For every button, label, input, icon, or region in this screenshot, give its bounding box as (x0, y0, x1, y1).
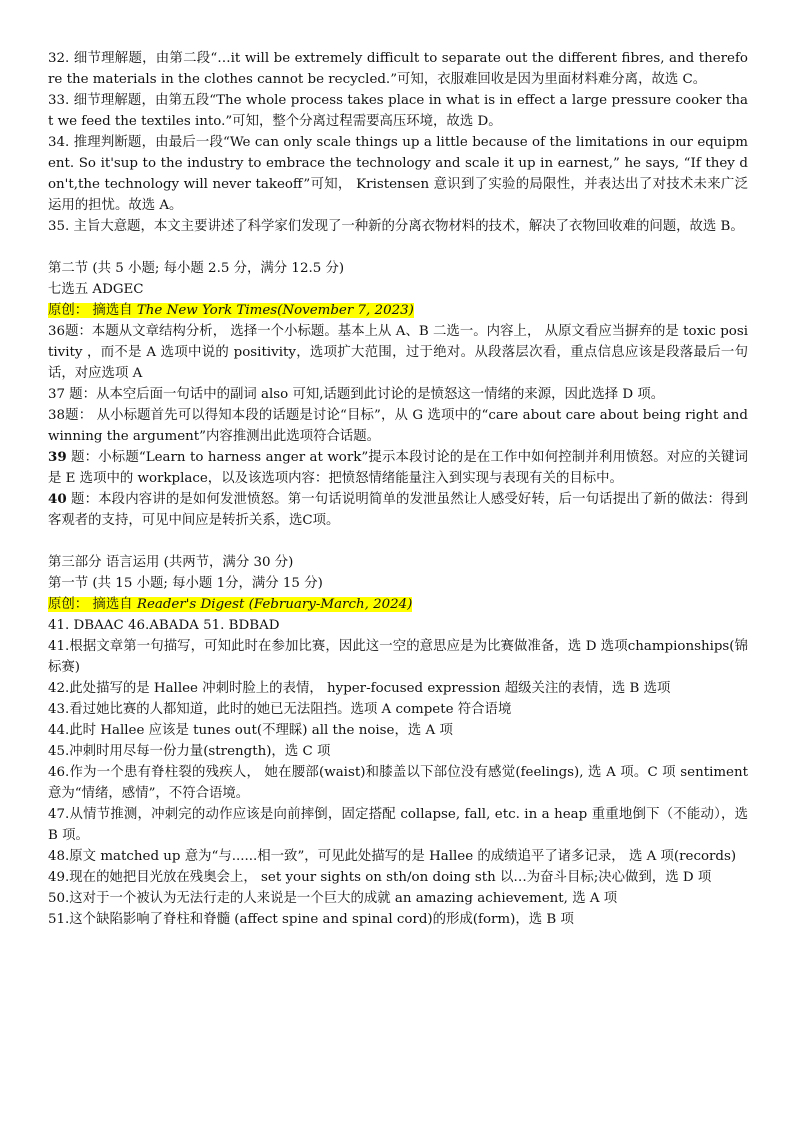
part3-title: 第三部分 语言运用 (共两节，满分 30 分) (48, 555, 294, 570)
explanation-38: 38题： 从小标题首先可以得知本段的话题是讨论“目标”，从 G 选项中的“care about care about being right and winning the argument”内容推测出此选项符合话题。 (48, 408, 748, 444)
section2-answers: 七选五 ADGEC (48, 282, 144, 297)
explanation-51: 51.这个缺陷影响了脊柱和脊髓 (affect spine and spinal cord)的形成(form)，选 B 项 (48, 912, 574, 927)
section2-source (48, 300, 748, 321)
explanation-42: 42.此处描写的是 Hallee 冲刺时脸上的表情， hyper-focused expression 超级关注的表情，选 B 选项 (48, 681, 671, 696)
source-label: 原创： 摘选自 (48, 597, 137, 612)
part3-source (48, 594, 748, 615)
source-label: 原创： 摘选自 (48, 303, 137, 318)
explanation-44: 44.此时 Hallee 应该是 tunes out(不理睬) all the noise，选 A 项 (48, 723, 453, 738)
question-number: 39 (48, 449, 67, 465)
spacer (48, 237, 748, 258)
source-title: Reader's Digest (February-March, 2024) (136, 597, 413, 612)
question-number: 40 (48, 491, 67, 507)
answer-32: 32. 细节理解题，由第二段“…it will be extremely difficult to separate out the different fibres, and therefore the materials in the clothes cannot be recycled.”可知，衣服难回收是因为里面材料难分离，故选 C。 (48, 51, 748, 87)
answer-key-page (48, 48, 748, 930)
answer-33: 33. 细节理解题，由第五段“The whole process takes place in what is in effect a large pressure cooker that we feed the textiles into.”可知，整个分离过程需要高压环境，故选 D。 (48, 93, 748, 129)
answer-34: 34. 推理判断题，由最后一段“We can only scale things up a little because of the limitations in our equipment. So it'sup to the industry to embrace the technology and scale it up in earnest,” he says, “If they don't,the technology will never takeoff”可知， Kristensen 意识到了实验的局限性，并表达出了对技术未来广泛运用的担忧。故选 A。 (48, 135, 748, 213)
spacer (48, 531, 748, 552)
explanation-41: 41.根据文章第一句描写，可知此时在参加比赛，因此这一空的意思应是为比赛做准备，选 D 选项championships(锦标赛) (48, 639, 748, 675)
part3-answers: 41. DBAAC 46.ABADA 51. BDBAD (48, 618, 280, 633)
part3-section1-title: 第一节 (共 15 小题; 每小题 1分，满分 15 分) (48, 576, 323, 591)
source-title: The New York Times(November 7, 2023) (136, 303, 414, 318)
explanation-46: 46.作为一个患有脊柱裂的残疾人， 她在腰部(waist)和膝盖以下部位没有感觉(feelings), 选 A 项。C 项 sentiment 意为“情绪，感情”，不符合语境。 (48, 765, 748, 801)
explanation-48: 48.原文 matched up 意为“与......相一致”，可见此处描写的是 Hallee 的成绩追平了诸多记录， 选 A 项(records) (48, 849, 737, 864)
explanation-39 (48, 447, 748, 489)
explanation-text: 题：小标题“Learn to harness anger at work”提示本段讨论的是在工作中如何控制并利用愤怒。对应的关键词是 E 选项中的 workplace，以及该选项内容：把愤怒情绪能量注入到实现与表现有关的目标中。 (48, 450, 748, 486)
explanation-45: 45.冲刺时用尽每一份力量(strength)，选 C 项 (48, 744, 331, 759)
explanation-text: 题：本段内容讲的是如何发泄愤怒。第一句话说明简单的发泄虽然让人感受好转，后一句话提出了新的做法：得到客观者的支持，可见中间应是转折关系，选C项。 (48, 492, 748, 528)
explanation-37: 37 题：从本空后面一句话中的副词 also 可知,话题到此讨论的是愤怒这一情绪的来源，因此选择 D 项。 (48, 387, 665, 402)
answer-35: 35. 主旨大意题，本文主要讲述了科学家们发现了一种新的分离衣物材料的技术，解决了衣物回收难的问题，故选 B。 (48, 219, 744, 234)
section2-title: 第二节 (共 5 小题; 每小题 2.5 分，满分 12.5 分) (48, 261, 345, 276)
explanation-50: 50.这对于一个被认为无法行走的人来说是一个巨大的成就 an amazing achievement, 选 A 项 (48, 891, 618, 906)
explanation-43: 43.看过她比赛的人都知道，此时的她已无法阻挡。选项 A compete 符合语境 (48, 702, 512, 717)
explanation-49: 49.现在的她把目光放在残奥会上， set your sights on sth/on doing sth 以…为奋斗目标;决心做到，选 D 项 (48, 870, 712, 885)
explanation-47: 47.从情节推测，冲刺完的动作应该是向前摔倒，固定搭配 collapse, fall, etc. in a heap 重重地倒下（不能动），选 B 项。 (48, 807, 748, 843)
explanation-40 (48, 489, 748, 531)
explanation-36: 36题：本题从文章结构分析， 选择一个小标题。基本上从 A、B 二选一。内容上， 从原文看应当摒弃的是 toxic positivity ，而不是 A 选项中说的 positivity，选项扩大范围，过于绝对。从段落层次看，重点信息应该是段落最后一句话，对应选项 A (48, 324, 748, 381)
